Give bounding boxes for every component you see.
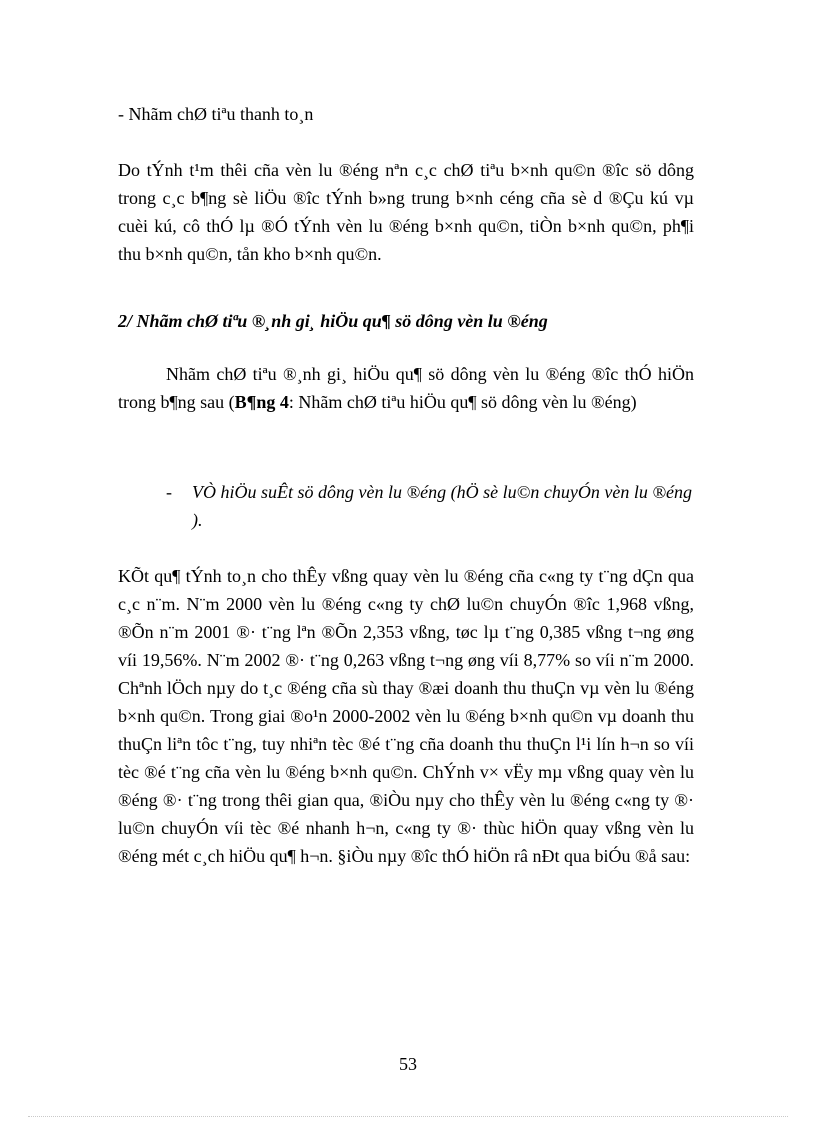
section-label: - Nhãm chØ tiªu thanh to¸n (118, 104, 314, 124)
table-reference: B¶ng 4 (234, 392, 289, 412)
bullet-dash: - (166, 482, 172, 502)
section-heading: 2/ Nhãm chØ tiªu ®¸nh gi¸ hiÖu qu¶ sö dông vèn lu ®éng (118, 311, 548, 331)
paragraph-1: Do tÝnh t¹m thêi cña vèn lu ®éng nªn c¸c chØ tiªu b×nh qu©n ®îc sö dông trong c¸c b¶ng sè liÖu ®îc tÝnh b»ng trung b×nh céng cña sè d ®Çu kú vµ cuèi kú, cô thÓ lµ ®Ó tÝnh vèn lu ®éng b×nh qu©n, tiÒn b×nh qu©n, ph¶i thu b×nh qu©n, tån kho b×nh qu©n. (118, 160, 694, 264)
paragraph-2 (118, 360, 694, 416)
page-number: 53 (399, 1054, 417, 1074)
paragraph-2-text: Nhãm chØ tiªu ®¸nh gi¸ hiÖu qu¶ sö dông vèn lu ®éng ®îc thÓ hiÖn trong b¶ng sau ( (118, 364, 694, 412)
paragraph-3: KÕt qu¶ tÝnh to¸n cho thÊy vßng quay vèn lu ®éng cña c«ng ty t¨ng dÇn qua c¸c n¨m. N¨m 2000 vèn lu ®éng c«ng ty chØ lu©n chuyÓn ®îc 1,968 vßng, ®Õn n¨m 2001 ®· t¨ng lªn ®Õn 2,353 vßng, tøc lµ t¨ng 0,385 vßng t¬ng øng víi 19,56%. N¨m 2002 ®· t¨ng 0,263 vßng t¬ng øng víi 8,77% so víi n¨m 2000. Chªnh lÖch nµy do t¸c ®éng cña sù thay ®æi doanh thu thuÇn vµ vèn lu ®éng b×nh qu©n. Trong giai ®o¹n 2000-2002 vèn lu ®éng b×nh qu©n vµ doanh thu thuÇn liªn tôc t¨ng, tuy nhiªn tèc ®é t¨ng cña doanh thu thuÇn l¹i lín h¬n so víi tèc ®é t¨ng cña vèn lu ®éng b×nh qu©n. ChÝnh v× vËy mµ vßng quay vèn lu ®éng ®· t¨ng trong thêi gian qua, ®iÒu nµy cho thÊy vèn lu ®éng c«ng ty ®· lu©n chuyÓn víi tèc ®é nhanh h¬n, c«ng ty ®· thùc hiÖn quay vßng vèn lu ®éng mét c¸ch hiÖu qu¶ h¬n. §iÒu nµy ®îc thÓ hiÖn râ nÐt qua biÓu ®å sau: (118, 566, 694, 866)
paragraph-2-tail: : Nhãm chØ tiªu hiÖu qu¶ sö dông vèn lu ®éng) (288, 392, 637, 412)
bullet-item: VÒ hiÖu suÊt sö dông vèn lu ®éng (hÖ sè lu©n chuyÓn vèn lu ®éng ). (192, 482, 692, 530)
footer-divider (28, 1116, 788, 1117)
